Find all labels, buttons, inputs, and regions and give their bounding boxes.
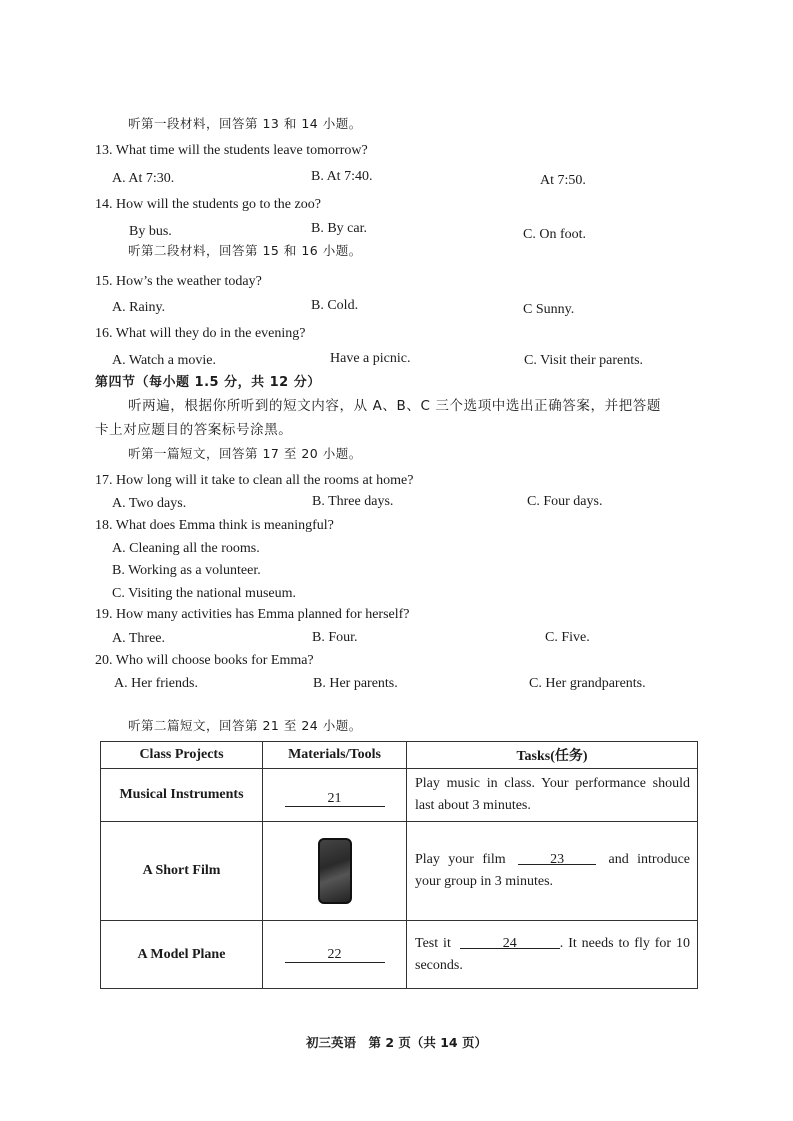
question-19-option-b: B. Four. <box>312 630 358 645</box>
header-tasks: Tasks(任务) <box>407 742 698 769</box>
question-14-stem: 14. How will the students go to the zoo? <box>95 197 321 212</box>
task-cell <box>407 769 698 822</box>
task-text-before: Test it <box>415 935 451 951</box>
question-16-option-a: A. Watch a movie. <box>112 353 216 368</box>
header-materials-tools: Materials/Tools <box>263 742 407 769</box>
question-15-option-a: A. Rainy. <box>112 300 166 315</box>
question-14-option-a: By bus. <box>129 224 172 239</box>
question-15-option-b: B. Cold. <box>311 298 359 313</box>
task-text-after: and introduce your group in 3 minutes. <box>415 852 691 889</box>
text-1-instruction: 听第一篇短文，回答第 17 至 20 小题。 <box>128 446 362 461</box>
section-4-instruction-line-1: 听两遍，根据你所听到的短文内容，从 A、B、C 三个选项中选出正确答案，并把答题 <box>128 398 662 414</box>
table-header-row <box>101 742 698 769</box>
table-row <box>101 769 698 822</box>
blank-24: 24 <box>460 933 560 949</box>
header-class-projects: Class Projects <box>101 742 263 769</box>
question-14-option-c: C. On foot. <box>523 227 586 242</box>
task-cell <box>407 921 698 989</box>
section-4-instruction-line-2: 卡上对应题目的答案标号涂黑。 <box>95 422 293 438</box>
question-17-stem: 17. How long will it take to clean all the rooms at home? <box>95 473 414 488</box>
question-17-option-c: C. Four days. <box>527 494 603 509</box>
class-projects-table <box>100 741 698 989</box>
question-18-option-c: C. Visiting the national museum. <box>112 586 297 601</box>
question-18-option-b: B. Working as a volunteer. <box>112 563 261 578</box>
question-15-option-c: C Sunny. <box>523 302 575 317</box>
material-cell <box>263 822 407 921</box>
blank-21: 21 <box>285 791 385 807</box>
section-4-heading: 第四节（每小题 1.5 分，共 12 分） <box>95 375 321 390</box>
task-cell <box>407 822 698 921</box>
question-16-stem: 16. What will they do in the evening? <box>95 326 306 341</box>
question-20-option-c: C. Her grandparents. <box>529 676 646 691</box>
project-name: A Short Film <box>101 822 263 921</box>
question-19-stem: 19. How many activities has Emma planned for herself? <box>95 607 410 622</box>
listening-material-2-instruction: 听第二段材料，回答第 15 和 16 小题。 <box>128 243 362 258</box>
blank-22: 22 <box>285 947 385 963</box>
smartphone-image <box>318 838 352 904</box>
question-20-stem: 20. Who will choose books for Emma? <box>95 653 314 668</box>
material-cell <box>263 769 407 822</box>
task-text: Play music in class. Your performance should last about 3 minutes. <box>415 776 690 813</box>
text-2-instruction: 听第二篇短文，回答第 21 至 24 小题。 <box>128 718 362 733</box>
question-19-option-c: C. Five. <box>545 630 590 645</box>
question-17-option-b: B. Three days. <box>312 494 394 509</box>
question-16-option-b: Have a picnic. <box>330 351 411 366</box>
blank-23: 23 <box>518 849 596 865</box>
table-row <box>101 921 698 989</box>
page-footer: 初三英语 第 2 页（共 14 页） <box>305 1035 487 1050</box>
material-cell <box>263 921 407 989</box>
question-20-option-a: A. Her friends. <box>114 676 198 691</box>
question-17-option-a: A. Two days. <box>112 496 187 511</box>
question-19-option-a: A. Three. <box>112 631 165 646</box>
question-13-option-a: A. At 7:30. <box>112 171 175 186</box>
question-13-option-c: At 7:50. <box>540 173 586 188</box>
question-14-option-b: B. By car. <box>311 221 367 236</box>
question-13-option-b: B. At 7:40. <box>311 169 373 184</box>
table-row <box>101 822 698 921</box>
question-20-option-b: B. Her parents. <box>313 676 398 691</box>
question-15-stem: 15. How’s the weather today? <box>95 274 262 289</box>
project-name: Musical Instruments <box>101 769 263 822</box>
listening-material-1-instruction: 听第一段材料，回答第 13 和 14 小题。 <box>128 116 362 131</box>
question-13-stem: 13. What time will the students leave tomorrow? <box>95 143 368 158</box>
question-18-stem: 18. What does Emma think is meaningful? <box>95 518 334 533</box>
question-16-option-c: C. Visit their parents. <box>524 353 644 368</box>
project-name: A Model Plane <box>101 921 263 989</box>
task-text-before: Play your film <box>415 852 506 867</box>
task-text-after: . It needs to fly for 10 seconds. <box>415 935 691 973</box>
question-18-option-a: A. Cleaning all the rooms. <box>112 541 260 556</box>
